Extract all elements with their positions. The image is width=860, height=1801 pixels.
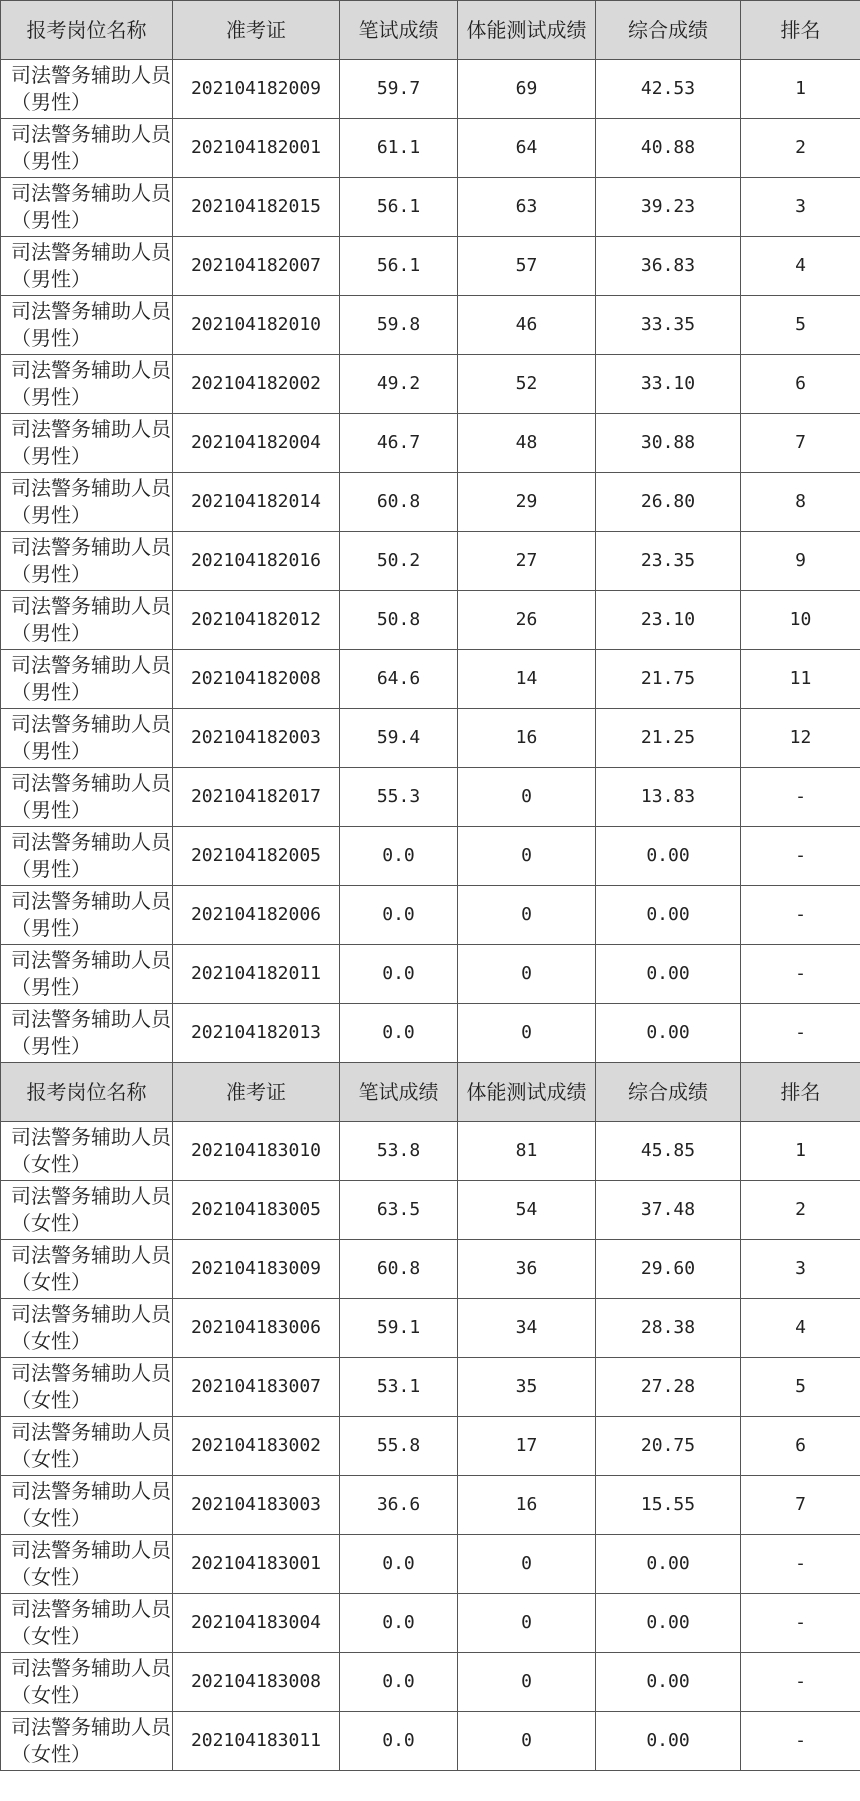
fitness-score-cell: 0	[458, 827, 596, 886]
table-row	[1, 296, 860, 355]
table-row	[1, 1535, 860, 1594]
position-cell: 司法警务辅助人员（男性）	[1, 355, 173, 414]
table-row	[1, 119, 860, 178]
position-cell: 司法警务辅助人员（男性）	[1, 473, 173, 532]
exam-id-cell: 202104182008	[173, 650, 340, 709]
written-score-cell: 56.1	[340, 178, 458, 237]
written-score-cell: 63.5	[340, 1181, 458, 1240]
position-cell: 司法警务辅助人员（男性）	[1, 414, 173, 473]
header-exam-id: 准考证	[173, 1, 340, 60]
fitness-score-cell: 69	[458, 60, 596, 119]
exam-id-cell: 202104183007	[173, 1358, 340, 1417]
position-cell: 司法警务辅助人员（男性）	[1, 532, 173, 591]
exam-id-cell: 202104183006	[173, 1299, 340, 1358]
exam-id-cell: 202104182015	[173, 178, 340, 237]
total-score-cell: 39.23	[596, 178, 741, 237]
fitness-score-cell: 29	[458, 473, 596, 532]
written-score-cell: 55.8	[340, 1417, 458, 1476]
total-score-cell: 13.83	[596, 768, 741, 827]
table-row	[1, 1122, 860, 1181]
position-cell: 司法警务辅助人员（女性）	[1, 1653, 173, 1712]
table-row	[1, 1653, 860, 1712]
written-score-cell: 50.2	[340, 532, 458, 591]
table-row	[1, 178, 860, 237]
written-score-cell: 53.1	[340, 1358, 458, 1417]
fitness-score-cell: 0	[458, 1594, 596, 1653]
written-score-cell: 0.0	[340, 827, 458, 886]
rank-cell: 3	[741, 1240, 860, 1299]
header-exam-id: 准考证	[173, 1063, 340, 1122]
written-score-cell: 53.8	[340, 1122, 458, 1181]
table-header-row	[1, 1063, 860, 1122]
fitness-score-cell: 0	[458, 1653, 596, 1712]
fitness-score-cell: 17	[458, 1417, 596, 1476]
total-score-cell: 27.28	[596, 1358, 741, 1417]
exam-id-cell: 202104182002	[173, 355, 340, 414]
written-score-cell: 46.7	[340, 414, 458, 473]
written-score-cell: 59.4	[340, 709, 458, 768]
exam-id-cell: 202104183011	[173, 1712, 340, 1771]
position-cell: 司法警务辅助人员（女性）	[1, 1240, 173, 1299]
rank-cell: -	[741, 1594, 860, 1653]
total-score-cell: 36.83	[596, 237, 741, 296]
written-score-cell: 0.0	[340, 886, 458, 945]
fitness-score-cell: 0	[458, 945, 596, 1004]
table-row	[1, 60, 860, 119]
written-score-cell: 0.0	[340, 1535, 458, 1594]
position-cell: 司法警务辅助人员（男性）	[1, 119, 173, 178]
table-row	[1, 1417, 860, 1476]
written-score-cell: 0.0	[340, 1004, 458, 1063]
rank-cell: -	[741, 768, 860, 827]
position-cell: 司法警务辅助人员（男性）	[1, 886, 173, 945]
table-row	[1, 237, 860, 296]
rank-cell: -	[741, 945, 860, 1004]
rank-cell: 3	[741, 178, 860, 237]
exam-id-cell: 202104183008	[173, 1653, 340, 1712]
fitness-score-cell: 81	[458, 1122, 596, 1181]
total-score-cell: 26.80	[596, 473, 741, 532]
position-cell: 司法警务辅助人员（女性）	[1, 1417, 173, 1476]
fitness-score-cell: 16	[458, 1476, 596, 1535]
fitness-score-cell: 35	[458, 1358, 596, 1417]
header-rank: 排名	[741, 1063, 860, 1122]
exam-id-cell: 202104183005	[173, 1181, 340, 1240]
rank-cell: 5	[741, 1358, 860, 1417]
table-row	[1, 355, 860, 414]
fitness-score-cell: 0	[458, 1535, 596, 1594]
total-score-cell: 21.75	[596, 650, 741, 709]
fitness-score-cell: 63	[458, 178, 596, 237]
rank-cell: 7	[741, 414, 860, 473]
written-score-cell: 59.8	[340, 296, 458, 355]
header-position: 报考岗位名称	[1, 1, 173, 60]
exam-id-cell: 202104182009	[173, 60, 340, 119]
exam-id-cell: 202104183010	[173, 1122, 340, 1181]
position-cell: 司法警务辅助人员（男性）	[1, 709, 173, 768]
header-position: 报考岗位名称	[1, 1063, 173, 1122]
rank-cell: -	[741, 1653, 860, 1712]
total-score-cell: 0.00	[596, 886, 741, 945]
fitness-score-cell: 34	[458, 1299, 596, 1358]
written-score-cell: 55.3	[340, 768, 458, 827]
rank-cell: 6	[741, 1417, 860, 1476]
table-row	[1, 886, 860, 945]
header-written-score: 笔试成绩	[340, 1, 458, 60]
rank-cell: 5	[741, 296, 860, 355]
exam-id-cell: 202104183001	[173, 1535, 340, 1594]
exam-id-cell: 202104182007	[173, 237, 340, 296]
total-score-cell: 0.00	[596, 945, 741, 1004]
written-score-cell: 49.2	[340, 355, 458, 414]
fitness-score-cell: 36	[458, 1240, 596, 1299]
written-score-cell: 59.7	[340, 60, 458, 119]
written-score-cell: 36.6	[340, 1476, 458, 1535]
exam-id-cell: 202104182006	[173, 886, 340, 945]
exam-id-cell: 202104182017	[173, 768, 340, 827]
table-row	[1, 473, 860, 532]
header-written-score: 笔试成绩	[340, 1063, 458, 1122]
rank-cell: -	[741, 886, 860, 945]
fitness-score-cell: 64	[458, 119, 596, 178]
table-row	[1, 1594, 860, 1653]
exam-id-cell: 202104182016	[173, 532, 340, 591]
total-score-cell: 33.10	[596, 355, 741, 414]
position-cell: 司法警务辅助人员（男性）	[1, 296, 173, 355]
written-score-cell: 0.0	[340, 1712, 458, 1771]
position-cell: 司法警务辅助人员（女性）	[1, 1712, 173, 1771]
exam-id-cell: 202104183003	[173, 1476, 340, 1535]
rank-cell: 12	[741, 709, 860, 768]
table-header-row	[1, 1, 860, 60]
written-score-cell: 59.1	[340, 1299, 458, 1358]
written-score-cell: 50.8	[340, 591, 458, 650]
position-cell: 司法警务辅助人员（男性）	[1, 591, 173, 650]
header-rank: 排名	[741, 1, 860, 60]
table-row	[1, 1004, 860, 1063]
exam-id-cell: 202104183002	[173, 1417, 340, 1476]
table-row	[1, 1181, 860, 1240]
total-score-cell: 0.00	[596, 1653, 741, 1712]
exam-id-cell: 202104182005	[173, 827, 340, 886]
score-table-body	[1, 1, 860, 1771]
table-row	[1, 1299, 860, 1358]
position-cell: 司法警务辅助人员（男性）	[1, 237, 173, 296]
total-score-cell: 40.88	[596, 119, 741, 178]
rank-cell: -	[741, 1535, 860, 1594]
position-cell: 司法警务辅助人员（女性）	[1, 1299, 173, 1358]
fitness-score-cell: 14	[458, 650, 596, 709]
written-score-cell: 60.8	[340, 1240, 458, 1299]
fitness-score-cell: 0	[458, 1712, 596, 1771]
table-row	[1, 768, 860, 827]
exam-id-cell: 202104182003	[173, 709, 340, 768]
rank-cell: 11	[741, 650, 860, 709]
exam-id-cell: 202104182011	[173, 945, 340, 1004]
written-score-cell: 0.0	[340, 1594, 458, 1653]
exam-id-cell: 202104182001	[173, 119, 340, 178]
total-score-cell: 33.35	[596, 296, 741, 355]
total-score-cell: 42.53	[596, 60, 741, 119]
fitness-score-cell: 16	[458, 709, 596, 768]
rank-cell: -	[741, 827, 860, 886]
position-cell: 司法警务辅助人员（女性）	[1, 1122, 173, 1181]
fitness-score-cell: 46	[458, 296, 596, 355]
rank-cell: 6	[741, 355, 860, 414]
total-score-cell: 15.55	[596, 1476, 741, 1535]
rank-cell: -	[741, 1004, 860, 1063]
rank-cell: 4	[741, 237, 860, 296]
rank-cell: -	[741, 1712, 860, 1771]
table-row	[1, 591, 860, 650]
written-score-cell: 0.0	[340, 1653, 458, 1712]
table-row	[1, 709, 860, 768]
exam-id-cell: 202104182010	[173, 296, 340, 355]
total-score-cell: 28.38	[596, 1299, 741, 1358]
position-cell: 司法警务辅助人员（女性）	[1, 1594, 173, 1653]
total-score-cell: 29.60	[596, 1240, 741, 1299]
fitness-score-cell: 54	[458, 1181, 596, 1240]
fitness-score-cell: 48	[458, 414, 596, 473]
total-score-cell: 0.00	[596, 1594, 741, 1653]
total-score-cell: 0.00	[596, 827, 741, 886]
position-cell: 司法警务辅助人员（女性）	[1, 1358, 173, 1417]
fitness-score-cell: 0	[458, 886, 596, 945]
table-row	[1, 650, 860, 709]
total-score-cell: 37.48	[596, 1181, 741, 1240]
rank-cell: 1	[741, 60, 860, 119]
rank-cell: 8	[741, 473, 860, 532]
header-fitness-score: 体能测试成绩	[458, 1, 596, 60]
exam-id-cell: 202104182014	[173, 473, 340, 532]
rank-cell: 1	[741, 1122, 860, 1181]
table-row	[1, 532, 860, 591]
total-score-cell: 20.75	[596, 1417, 741, 1476]
total-score-cell: 23.10	[596, 591, 741, 650]
position-cell: 司法警务辅助人员（女性）	[1, 1476, 173, 1535]
table-row	[1, 1476, 860, 1535]
position-cell: 司法警务辅助人员（女性）	[1, 1181, 173, 1240]
rank-cell: 4	[741, 1299, 860, 1358]
rank-cell: 10	[741, 591, 860, 650]
exam-id-cell: 202104182013	[173, 1004, 340, 1063]
exam-id-cell: 202104182004	[173, 414, 340, 473]
written-score-cell: 0.0	[340, 945, 458, 1004]
fitness-score-cell: 52	[458, 355, 596, 414]
position-cell: 司法警务辅助人员（男性）	[1, 1004, 173, 1063]
total-score-cell: 0.00	[596, 1712, 741, 1771]
header-total-score: 综合成绩	[596, 1, 741, 60]
position-cell: 司法警务辅助人员（男性）	[1, 945, 173, 1004]
written-score-cell: 56.1	[340, 237, 458, 296]
exam-id-cell: 202104182012	[173, 591, 340, 650]
fitness-score-cell: 0	[458, 768, 596, 827]
exam-id-cell: 202104183009	[173, 1240, 340, 1299]
position-cell: 司法警务辅助人员（男性）	[1, 827, 173, 886]
table-row	[1, 945, 860, 1004]
position-cell: 司法警务辅助人员（男性）	[1, 178, 173, 237]
table-row	[1, 1358, 860, 1417]
fitness-score-cell: 0	[458, 1004, 596, 1063]
table-row	[1, 1240, 860, 1299]
fitness-score-cell: 26	[458, 591, 596, 650]
table-row	[1, 414, 860, 473]
total-score-cell: 45.85	[596, 1122, 741, 1181]
written-score-cell: 61.1	[340, 119, 458, 178]
position-cell: 司法警务辅助人员（男性）	[1, 768, 173, 827]
exam-id-cell: 202104183004	[173, 1594, 340, 1653]
total-score-cell: 21.25	[596, 709, 741, 768]
position-cell: 司法警务辅助人员（女性）	[1, 1535, 173, 1594]
header-fitness-score: 体能测试成绩	[458, 1063, 596, 1122]
rank-cell: 2	[741, 119, 860, 178]
total-score-cell: 0.00	[596, 1004, 741, 1063]
total-score-cell: 30.88	[596, 414, 741, 473]
written-score-cell: 64.6	[340, 650, 458, 709]
table-row	[1, 827, 860, 886]
total-score-cell: 0.00	[596, 1535, 741, 1594]
written-score-cell: 60.8	[340, 473, 458, 532]
header-total-score: 综合成绩	[596, 1063, 741, 1122]
total-score-cell: 23.35	[596, 532, 741, 591]
table-row	[1, 1712, 860, 1771]
fitness-score-cell: 27	[458, 532, 596, 591]
position-cell: 司法警务辅助人员（男性）	[1, 650, 173, 709]
position-cell: 司法警务辅助人员（男性）	[1, 60, 173, 119]
rank-cell: 7	[741, 1476, 860, 1535]
fitness-score-cell: 57	[458, 237, 596, 296]
rank-cell: 2	[741, 1181, 860, 1240]
rank-cell: 9	[741, 532, 860, 591]
